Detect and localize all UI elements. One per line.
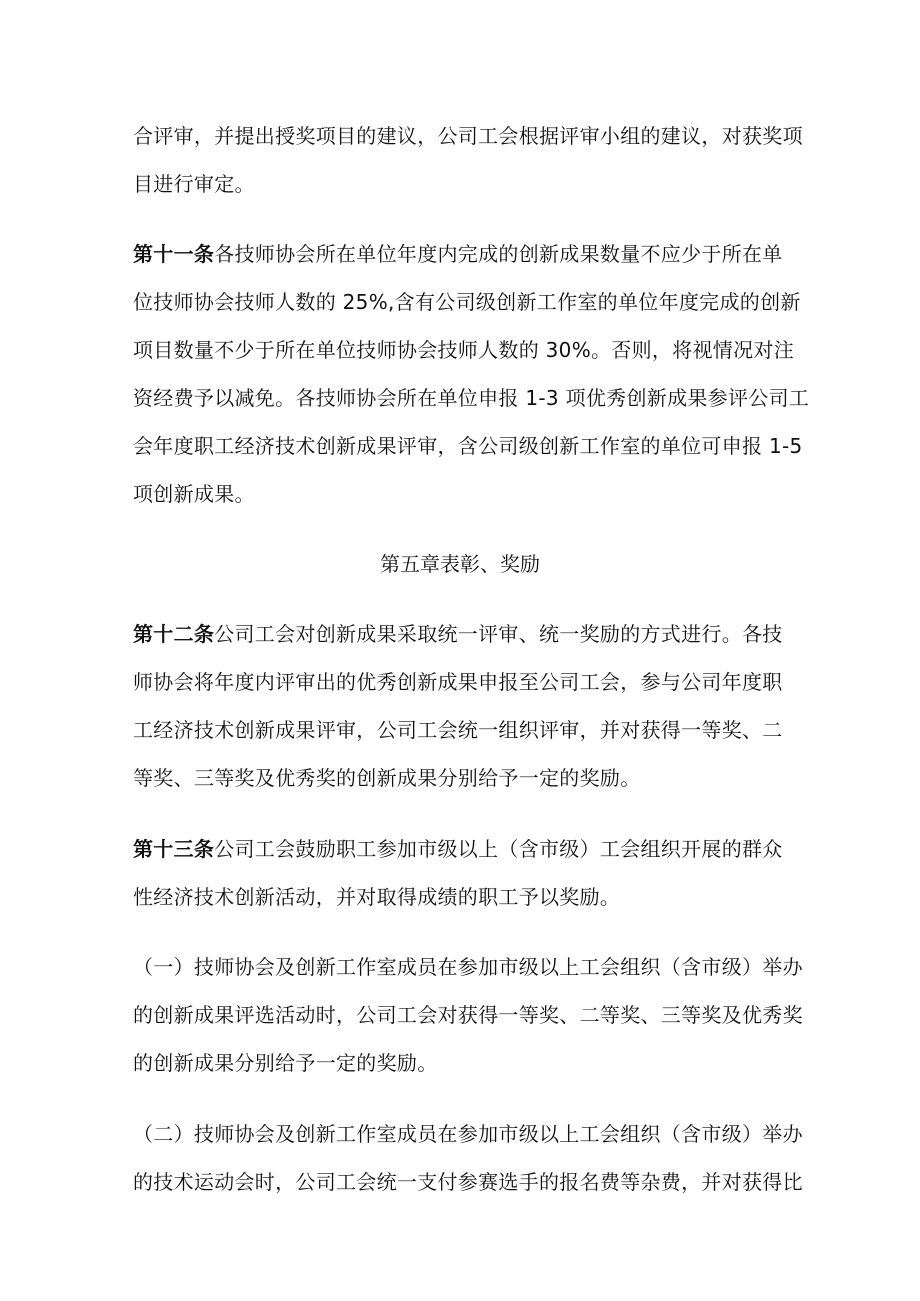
article-11-line: 资经费予以减免。各技师协会所在单位申报 1-3 项优秀创新成果参评公司工 — [133, 386, 810, 410]
paragraph-line: 目进行审定。 — [133, 172, 255, 196]
article-12-text: 公司工会对创新成果采取统一评审、统一奖励的方式进行。各技 — [214, 622, 783, 646]
item-2-line: （二）技师协会及创新工作室成员在参加市级以上工会组织（含市级）举办 — [133, 1122, 803, 1146]
item-1-line: 的创新成果分别给予一定的奖励。 — [133, 1051, 438, 1075]
article-11-text: 各技师协会所在单位年度内完成的创新成果数量不应少于所在单 — [214, 242, 783, 266]
article-11-line: 项目数量不少于所在单位技师协会技师人数的 30%。否则，将视情况对注 — [133, 338, 795, 362]
paragraph-line: 合评审，并提出授奖项目的建议，公司工会根据评审小组的建议，对获奖项 — [133, 124, 803, 148]
article-11-line — [133, 240, 783, 268]
article-13-line — [133, 835, 783, 863]
article-13-label: 第十三条 — [133, 837, 215, 861]
article-11-line: 位技师协会技师人数的 25%,含有公司级创新工作室的单位年度完成的创新 — [133, 290, 801, 314]
article-12-label: 第十二条 — [133, 622, 215, 646]
article-11-line: 会年度职工经济技术创新成果评审，含公司级创新工作室的单位可申报 1-5 — [133, 434, 803, 458]
article-12-line: 师协会将年度内评审出的优秀创新成果申报至公司工会，参与公司年度职 — [133, 670, 783, 694]
article-12-line — [133, 620, 783, 648]
article-12-line: 工经济技术创新成果评审，公司工会统一组织评审，并对获得一等奖、二 — [133, 718, 783, 742]
item-1-line: （一）技师协会及创新工作室成员在参加市级以上工会组织（含市级）举办 — [133, 955, 803, 979]
article-11-label: 第十一条 — [133, 242, 215, 266]
item-2-line: 的技术运动会时，公司工会统一支付参赛选手的报名费等杂费，并对获得比 — [133, 1170, 803, 1194]
article-12-line: 等奖、三等奖及优秀奖的创新成果分别给予一定的奖励。 — [133, 766, 641, 790]
article-13-text: 公司工会鼓励职工参加市级以上（含市级）工会组织开展的群众 — [214, 837, 783, 861]
chapter-heading: 第五章表彰、奖励 — [380, 552, 540, 576]
article-13-line: 性经济技术创新活动，并对取得成绩的职工予以奖励。 — [133, 885, 621, 909]
article-11-line: 项创新成果。 — [133, 482, 255, 506]
item-1-line: 的创新成果评选活动时，公司工会对获得一等奖、二等奖、三等奖及优秀奖 — [133, 1003, 803, 1027]
